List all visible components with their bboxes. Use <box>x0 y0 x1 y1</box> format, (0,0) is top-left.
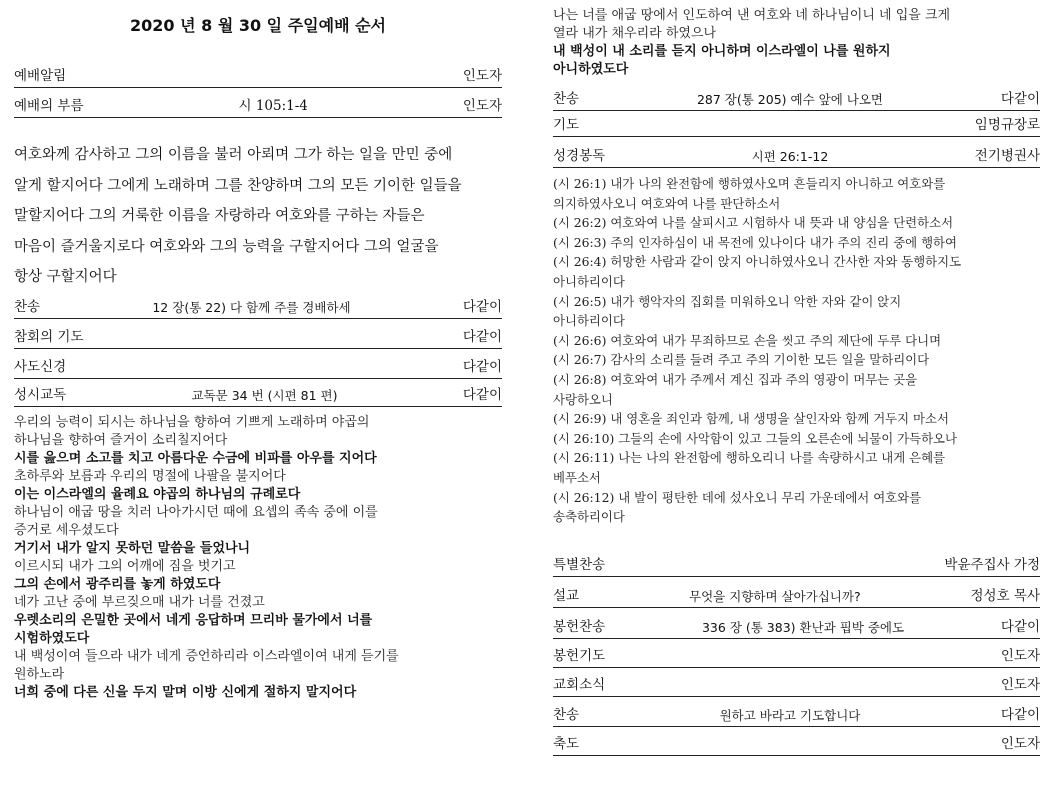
order-label: 참회의 기도 <box>14 329 84 345</box>
verse-line: 베푸소서 <box>553 469 601 485</box>
order-leader: 인도자 <box>1000 677 1040 693</box>
order-row-church-news <box>553 677 1040 697</box>
order-label: 찬송 <box>14 299 41 315</box>
order-leader: 다같이 <box>1000 619 1040 635</box>
call-to-worship-text <box>14 140 502 293</box>
congregation-line: 시험하였도다 <box>14 631 90 646</box>
order-leader: 다같이 <box>462 359 502 375</box>
order-label: 예배알림 <box>14 68 67 84</box>
order-label: 성시교독 <box>14 387 67 403</box>
verse-line: 송축하리이다 <box>553 509 625 525</box>
congregation-line: 너희 중에 다른 신을 두지 말며 이방 신에게 절하지 말지어다 <box>14 685 357 700</box>
order-label: 기도 <box>553 117 580 133</box>
order-detail: 시 105:1-4 <box>238 98 308 114</box>
order-row-offering-prayer <box>553 648 1040 668</box>
order-detail: 시편 26:1-12 <box>751 149 829 164</box>
leader-line: 초하루와 보름과 우리의 명절에 나팔을 불지어다 <box>14 469 286 484</box>
order-label: 사도신경 <box>14 359 67 375</box>
leader-line: 이르시되 내가 그의 어깨에 짐을 벗기고 <box>14 559 236 574</box>
leader-line: 우리의 능력이 되시는 하나님을 향하여 기쁘게 노래하며 야곱의 <box>14 415 370 430</box>
order-leader: 다같이 <box>1000 707 1040 723</box>
leader-line: 내 백성이여 들으라 내가 네게 증언하리라 이스라엘이여 내게 듣기를 <box>14 649 399 664</box>
order-label: 축도 <box>553 736 580 752</box>
verse-line: (시 26:8) 여호와여 내가 주께서 계신 집과 주의 영광이 머무는 곳을 <box>553 371 918 387</box>
order-label: 예배의 부름 <box>14 98 84 114</box>
verse-line: 아니하리이다 <box>553 273 625 289</box>
verse-line: (시 26:2) 여호와여 나를 살피시고 시험하사 내 뜻과 내 양심을 단련하소서 <box>553 215 954 231</box>
verse-line: (시 26:12) 내 발이 평탄한 데에 섰사오니 무리 가운데에서 여호와를 <box>553 489 922 505</box>
order-detail: 교독문 34 번 (시편 81 편) <box>191 388 338 403</box>
order-label: 교회소식 <box>553 677 606 693</box>
leader-line: 하나님이 애굽 땅을 치러 나아가시던 때에 요셉의 족속 중에 이를 <box>14 505 378 520</box>
order-label: 성경봉독 <box>553 148 606 164</box>
order-row-offering-hymn <box>553 619 1040 639</box>
leader-line: 열라 내가 채우리라 하였으나 <box>553 26 717 41</box>
order-label: 봉헌기도 <box>553 648 606 664</box>
order-label: 특별찬송 <box>553 557 606 573</box>
responsive-reading-text <box>14 414 502 702</box>
order-row-call-to-worship <box>14 98 502 118</box>
congregation-line: 아니하였도다 <box>553 62 629 77</box>
congregation-line: 이는 이스라엘의 율례요 야곱의 하나님의 규례로다 <box>14 487 301 502</box>
verse-line: (시 26:6) 여호와여 내가 무죄하므로 손을 씻고 주의 제단에 두루 다니며 <box>553 332 942 348</box>
order-leader: 인도자 <box>462 68 502 84</box>
order-detail: 원하고 바라고 기도합니다 <box>719 708 861 723</box>
order-leader: 인도자 <box>1000 648 1040 664</box>
text-line: 말할지어다 그의 거룩한 이름을 자랑하라 여호와를 구하는 자들은 <box>14 208 425 224</box>
order-leader: 다같이 <box>462 299 502 315</box>
order-label: 찬송 <box>553 707 580 723</box>
order-label: 봉헌찬송 <box>553 619 606 635</box>
order-detail: 287 장(통 205) 예수 앞에 나오면 <box>696 92 883 107</box>
order-row-worship-notice <box>14 68 502 88</box>
order-row-sermon <box>553 588 1040 608</box>
order-row-responsive-reading <box>14 387 502 407</box>
order-row-special-hymn <box>553 557 1040 577</box>
leader-line: 증거로 세우셨도다 <box>14 523 119 538</box>
verse-line: 아니하리이다 <box>553 313 625 329</box>
leader-line: 원하노라 <box>14 667 65 682</box>
leader-line: 나는 너를 애굽 땅에서 인도하여 낸 여호와 네 하나님이니 네 입을 크게 <box>553 8 951 23</box>
order-row-prayer <box>553 117 1040 137</box>
congregation-line: 거기서 내가 알지 못하던 말씀을 들었나니 <box>14 541 251 556</box>
order-leader: 임명규장로 <box>974 117 1040 133</box>
order-leader: 인도자 <box>462 98 502 114</box>
verse-line: (시 26:1) 내가 나의 완전함에 행하였사오며 흔들리지 아니하고 여호와를 <box>553 176 946 191</box>
order-detail: 12 장(통 22) 다 함께 주를 경배하세 <box>152 300 351 315</box>
congregation-line: 우렛소리의 은밀한 곳에서 네게 응답하며 므리바 물가에서 너를 <box>14 613 373 628</box>
order-leader: 다같이 <box>462 329 502 345</box>
verse-line: (시 26:9) 내 영혼을 죄인과 함께, 내 생명을 살인자와 함께 거두지 마소서 <box>553 411 949 427</box>
order-row-scripture-reading <box>553 148 1040 168</box>
order-label: 찬송 <box>553 91 580 107</box>
responsive-reading-continued <box>553 7 1040 79</box>
order-label: 설교 <box>553 588 580 604</box>
order-leader: 다같이 <box>462 387 502 403</box>
text-line: 마음이 즐거울지로다 여호와와 그의 능력을 구할지어다 그의 얼굴을 <box>14 238 439 255</box>
order-leader: 박윤주집사 가정 <box>944 557 1040 573</box>
text-line: 항상 구할지어다 <box>14 269 117 285</box>
congregation-line: 그의 손에서 광주리를 놓게 하였도다 <box>14 577 221 592</box>
order-row-hymn <box>14 299 502 319</box>
order-row-benediction <box>553 736 1040 756</box>
order-detail: 336 장 (통 383) 환난과 핍박 중에도 <box>701 620 905 635</box>
verse-line: (시 26:4) 허망한 사람과 같이 앉지 아니하였사오니 간사한 자와 동행하지도 <box>553 254 962 270</box>
order-row-hymn-2 <box>553 91 1040 111</box>
scripture-text <box>553 174 1040 527</box>
leader-line: 네가 고난 중에 부르짖으매 내가 너를 건졌고 <box>14 595 265 610</box>
order-row-hymn-3 <box>553 707 1040 727</box>
verse-line: 사랑하오니 <box>553 391 613 407</box>
order-leader: 다같이 <box>1000 91 1040 107</box>
text-line: 여호와께 감사하고 그의 이름을 불러 아뢰며 그가 하는 일을 만민 중에 <box>14 147 453 163</box>
congregation-line: 내 백성이 내 소리를 듣지 아니하며 이스라엘이 나를 원하지 <box>553 44 891 59</box>
order-row-repentance-prayer <box>14 329 502 349</box>
verse-line: 의지하였사오니 여호와여 나를 판단하소서 <box>553 195 781 211</box>
order-row-apostles-creed <box>14 359 502 379</box>
verse-line: (시 26:5) 내가 행악자의 집회를 미워하오니 악한 자와 같이 앉지 <box>553 293 902 309</box>
page-title: 2020 년 8 월 30 일 주일예배 순서 <box>129 16 387 35</box>
order-leader: 전기병권사 <box>974 148 1040 164</box>
order-leader: 인도자 <box>1000 736 1040 752</box>
congregation-line: 시를 읊으며 소고를 치고 아름다운 수금에 비파를 아우를 지어다 <box>14 451 377 466</box>
text-line: 알게 할지어다 그에게 노래하며 그를 찬양하며 그의 모든 기이한 일들을 <box>14 177 462 194</box>
verse-line: (시 26:11) 나는 나의 완전함에 행하오리니 나를 속량하시고 내게 은혜를 <box>553 450 946 466</box>
order-leader: 정성호 목사 <box>970 588 1040 604</box>
verse-line: (시 26:7) 감사의 소리를 들려 주고 주의 기이한 모든 일을 말하리이다 <box>553 352 930 368</box>
verse-line: (시 26:3) 주의 인자하심이 내 목전에 있나이다 내가 주의 진리 중에 행하여 <box>553 234 957 250</box>
leader-line: 하나님을 향하여 즐거이 소리칠지어다 <box>14 433 228 448</box>
verse-line: (시 26:10) 그들의 손에 사악함이 있고 그들의 오른손에 뇌물이 가득하오나 <box>553 430 957 446</box>
order-detail: 무엇을 지향하며 살아가십니까? <box>689 589 861 604</box>
